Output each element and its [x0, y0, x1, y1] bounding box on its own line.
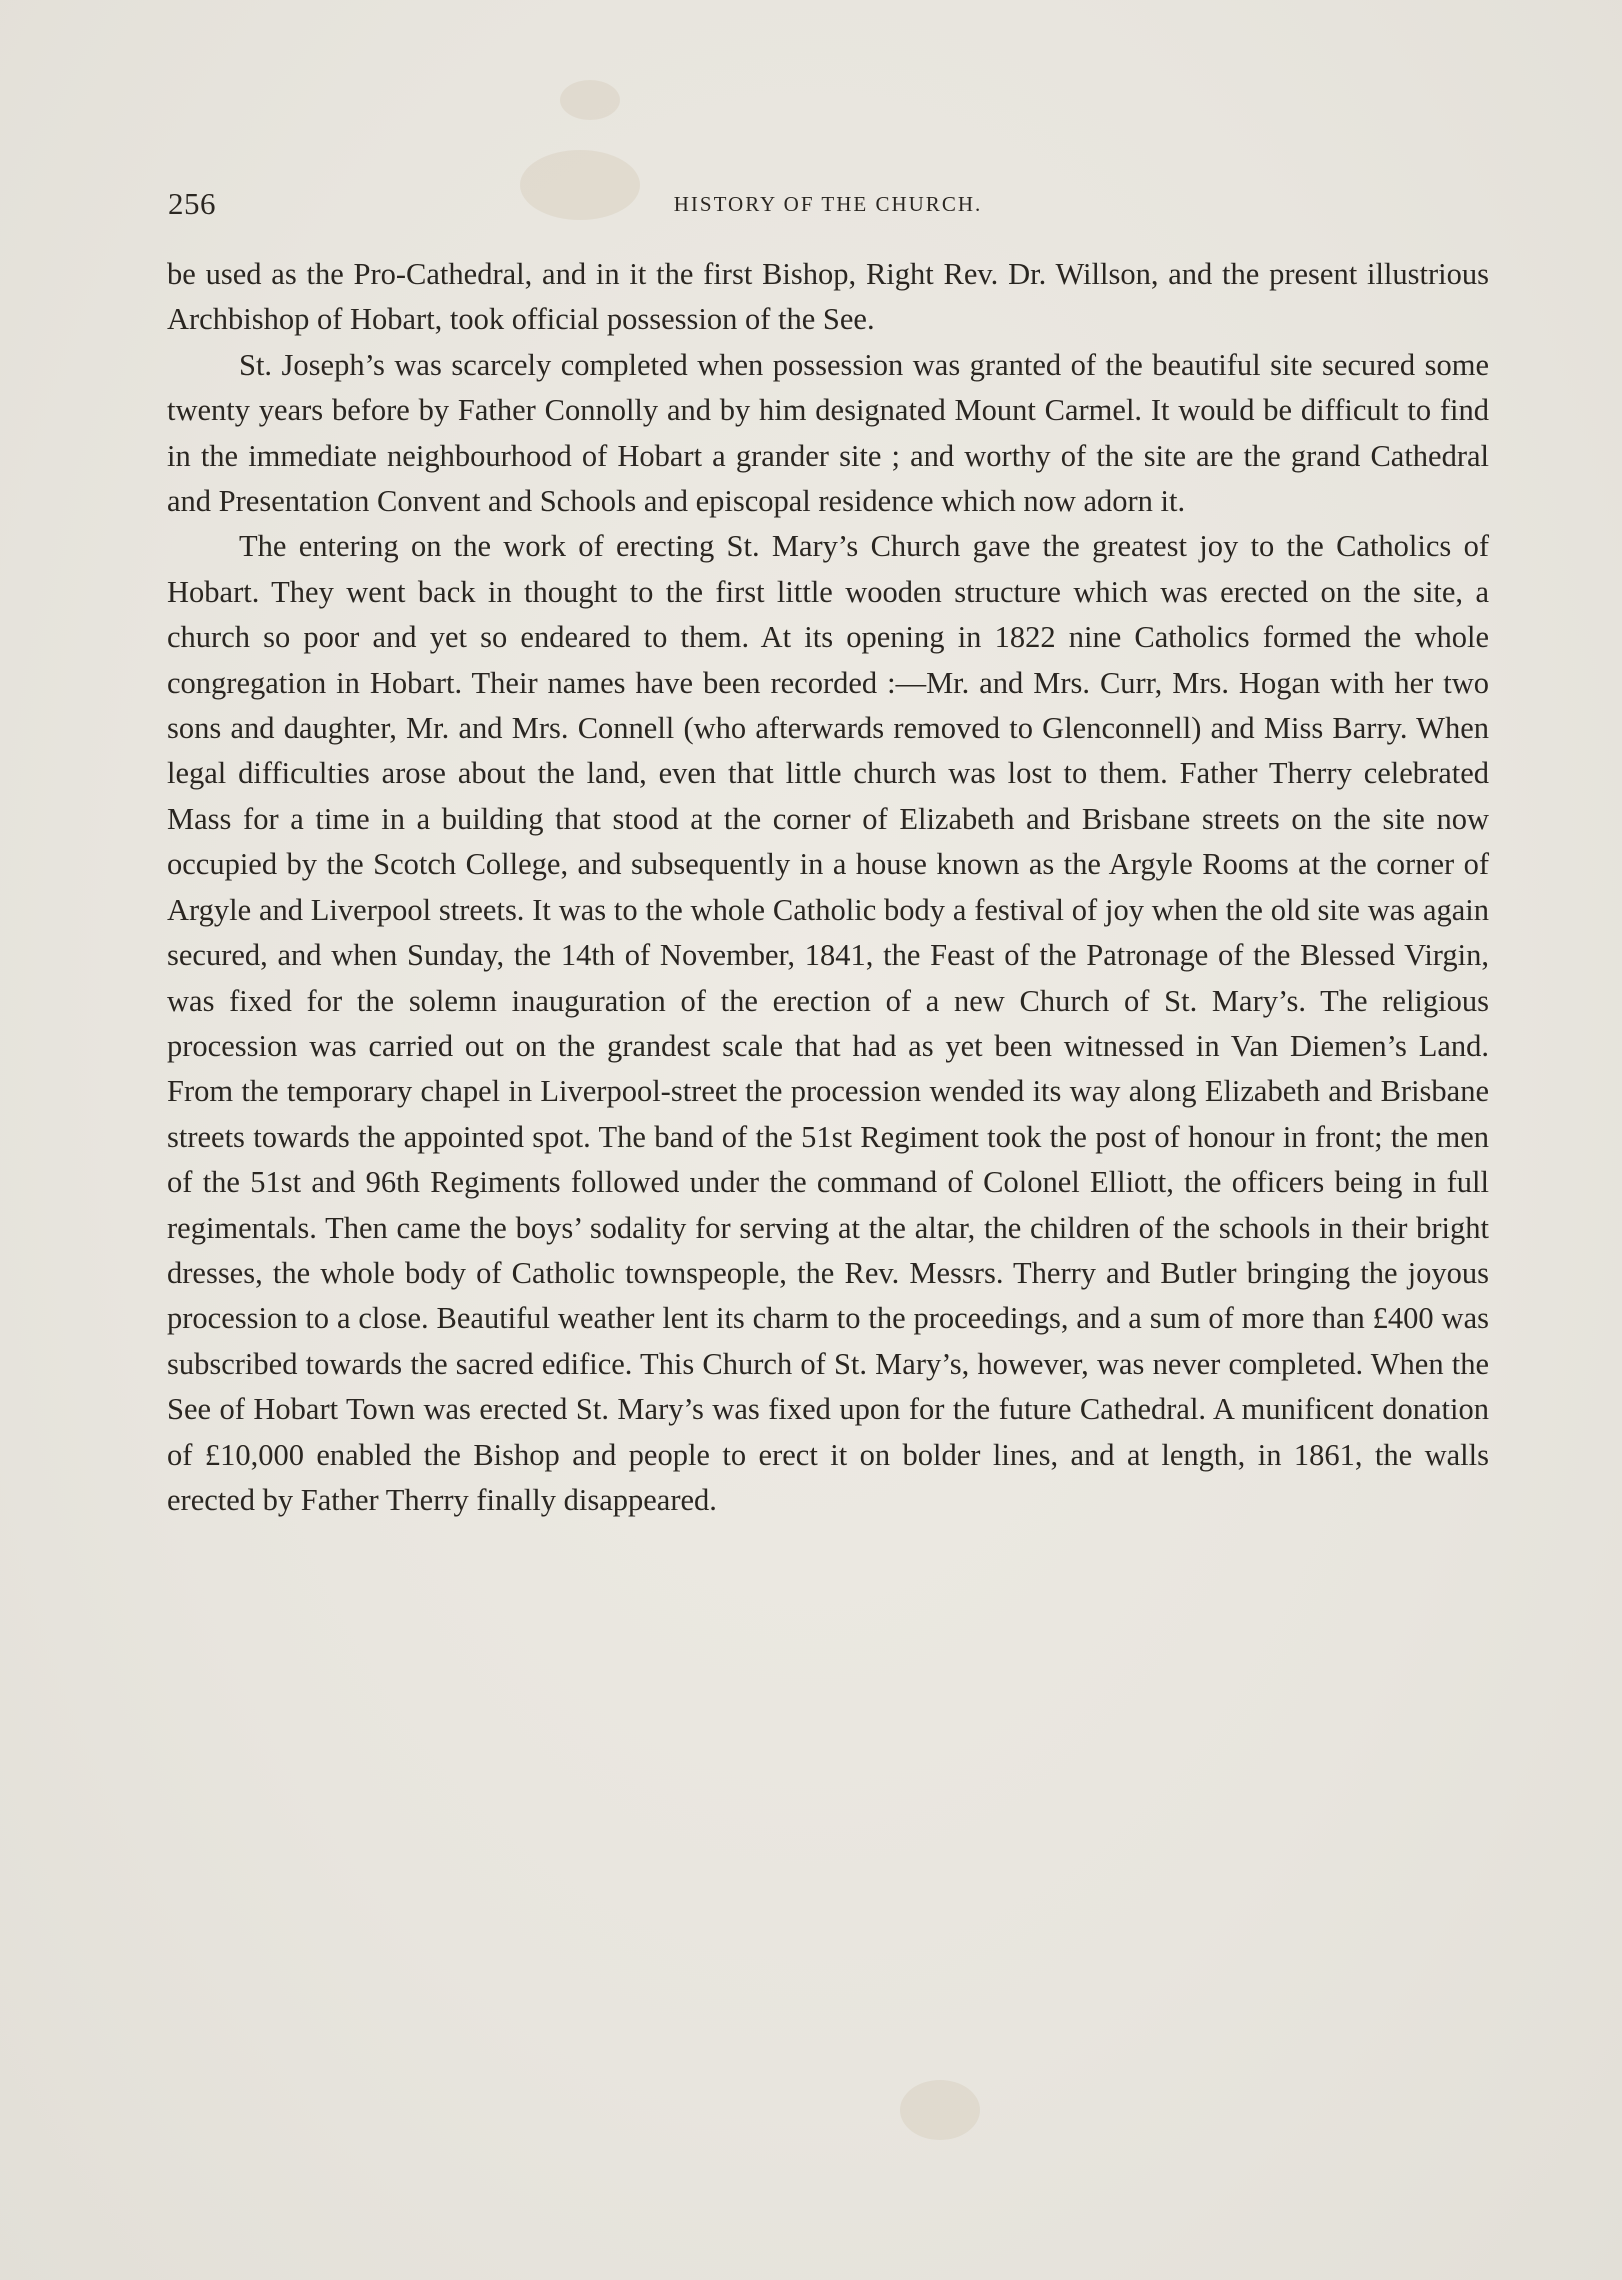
page-number: 256 [168, 186, 216, 221]
running-head [168, 186, 1488, 226]
paper-stain [900, 2080, 980, 2140]
paper-stain [560, 80, 620, 120]
paragraph-continuation: be used as the Pro-Cathedral, and in it the first Bishop, Right Rev. Dr. Willson, and the present illustrious Archbishop of Hobart, took official possession of the See. [167, 257, 1489, 337]
body-text [167, 252, 1489, 1523]
running-title: HISTORY OF THE CHURCH. [673, 192, 983, 216]
paragraph-st-josephs: St. Joseph’s was scarcely completed when possession was granted of the beautiful site secured some twenty years before by Father Connolly and by him designated Mount Carmel. It would be difficult to find in the immediate neighbourhood of Hobart a grander site ; and worthy of the site are the grand Cathedral and Presentation Convent and Schools and episcopal residence which now adorn it. [167, 347, 1489, 519]
paragraph-st-marys-church: The entering on the work of erecting St. Mary’s Church gave the greatest joy to the Catholics of Hobart. They went back in thought to the first little wooden structure which was erected on the site, a church so poor and yet so endeared to them. At its opening in 1822 nine Catholics formed the whole congregation in Hobart. Their names have been recorded :—Mr. and Mrs. Curr, Mrs. Hogan with her two sons and daughter, Mr. and Mrs. Connell (who afterwards removed to Glenconnell) and Miss Barry. When legal difficulties arose about the land, even that little church was lost to them. Father Therry celebrated Mass for a time in a building that stood at the corner of Elizabeth and Brisbane streets on the site now occupied by the Scotch College, and subsequently in a house known as the Argyle Rooms at the corner of Argyle and Liverpool streets. It was to the whole Catholic body a festival of joy when the old site was again secured, and when Sunday, the 14th of November, 1841, the Feast of the Patronage of the Blessed Virgin, was fixed for the solemn inauguration of the erection of a new Church of St. Mary’s. The religious procession was carried out on the grandest scale that had as yet been witnessed in Van Diemen’s Land. From the temporary chapel in Liverpool-street the procession wended its way along Elizabeth and Brisbane streets towards the appointed spot. The band of the 51st Regiment took the post of honour in front; the men of the 51st and 96th Regiments followed under the command of Colonel Elliott, the officers being in full regimentals. Then came the boys’ sodality for serving at the altar, the children of the schools in their bright dresses, the whole body of Catholic townspeople, the Rev. Messrs. Therry and Butler bringing the joyous procession to a close. Beautiful weather lent its charm to the proceedings, and a sum of more than £400 was subscribed towards the sacred edifice. This Church of St. Mary’s, however, was never completed. When the See of Hobart Town was erected St. Mary’s was fixed upon for the future Cathedral. A munificent donation of £10,000 enabled the Bishop and people to erect it on bolder lines, and at length, in 1861, the walls erected by Father Therry finally disappeared. [167, 529, 1489, 1517]
